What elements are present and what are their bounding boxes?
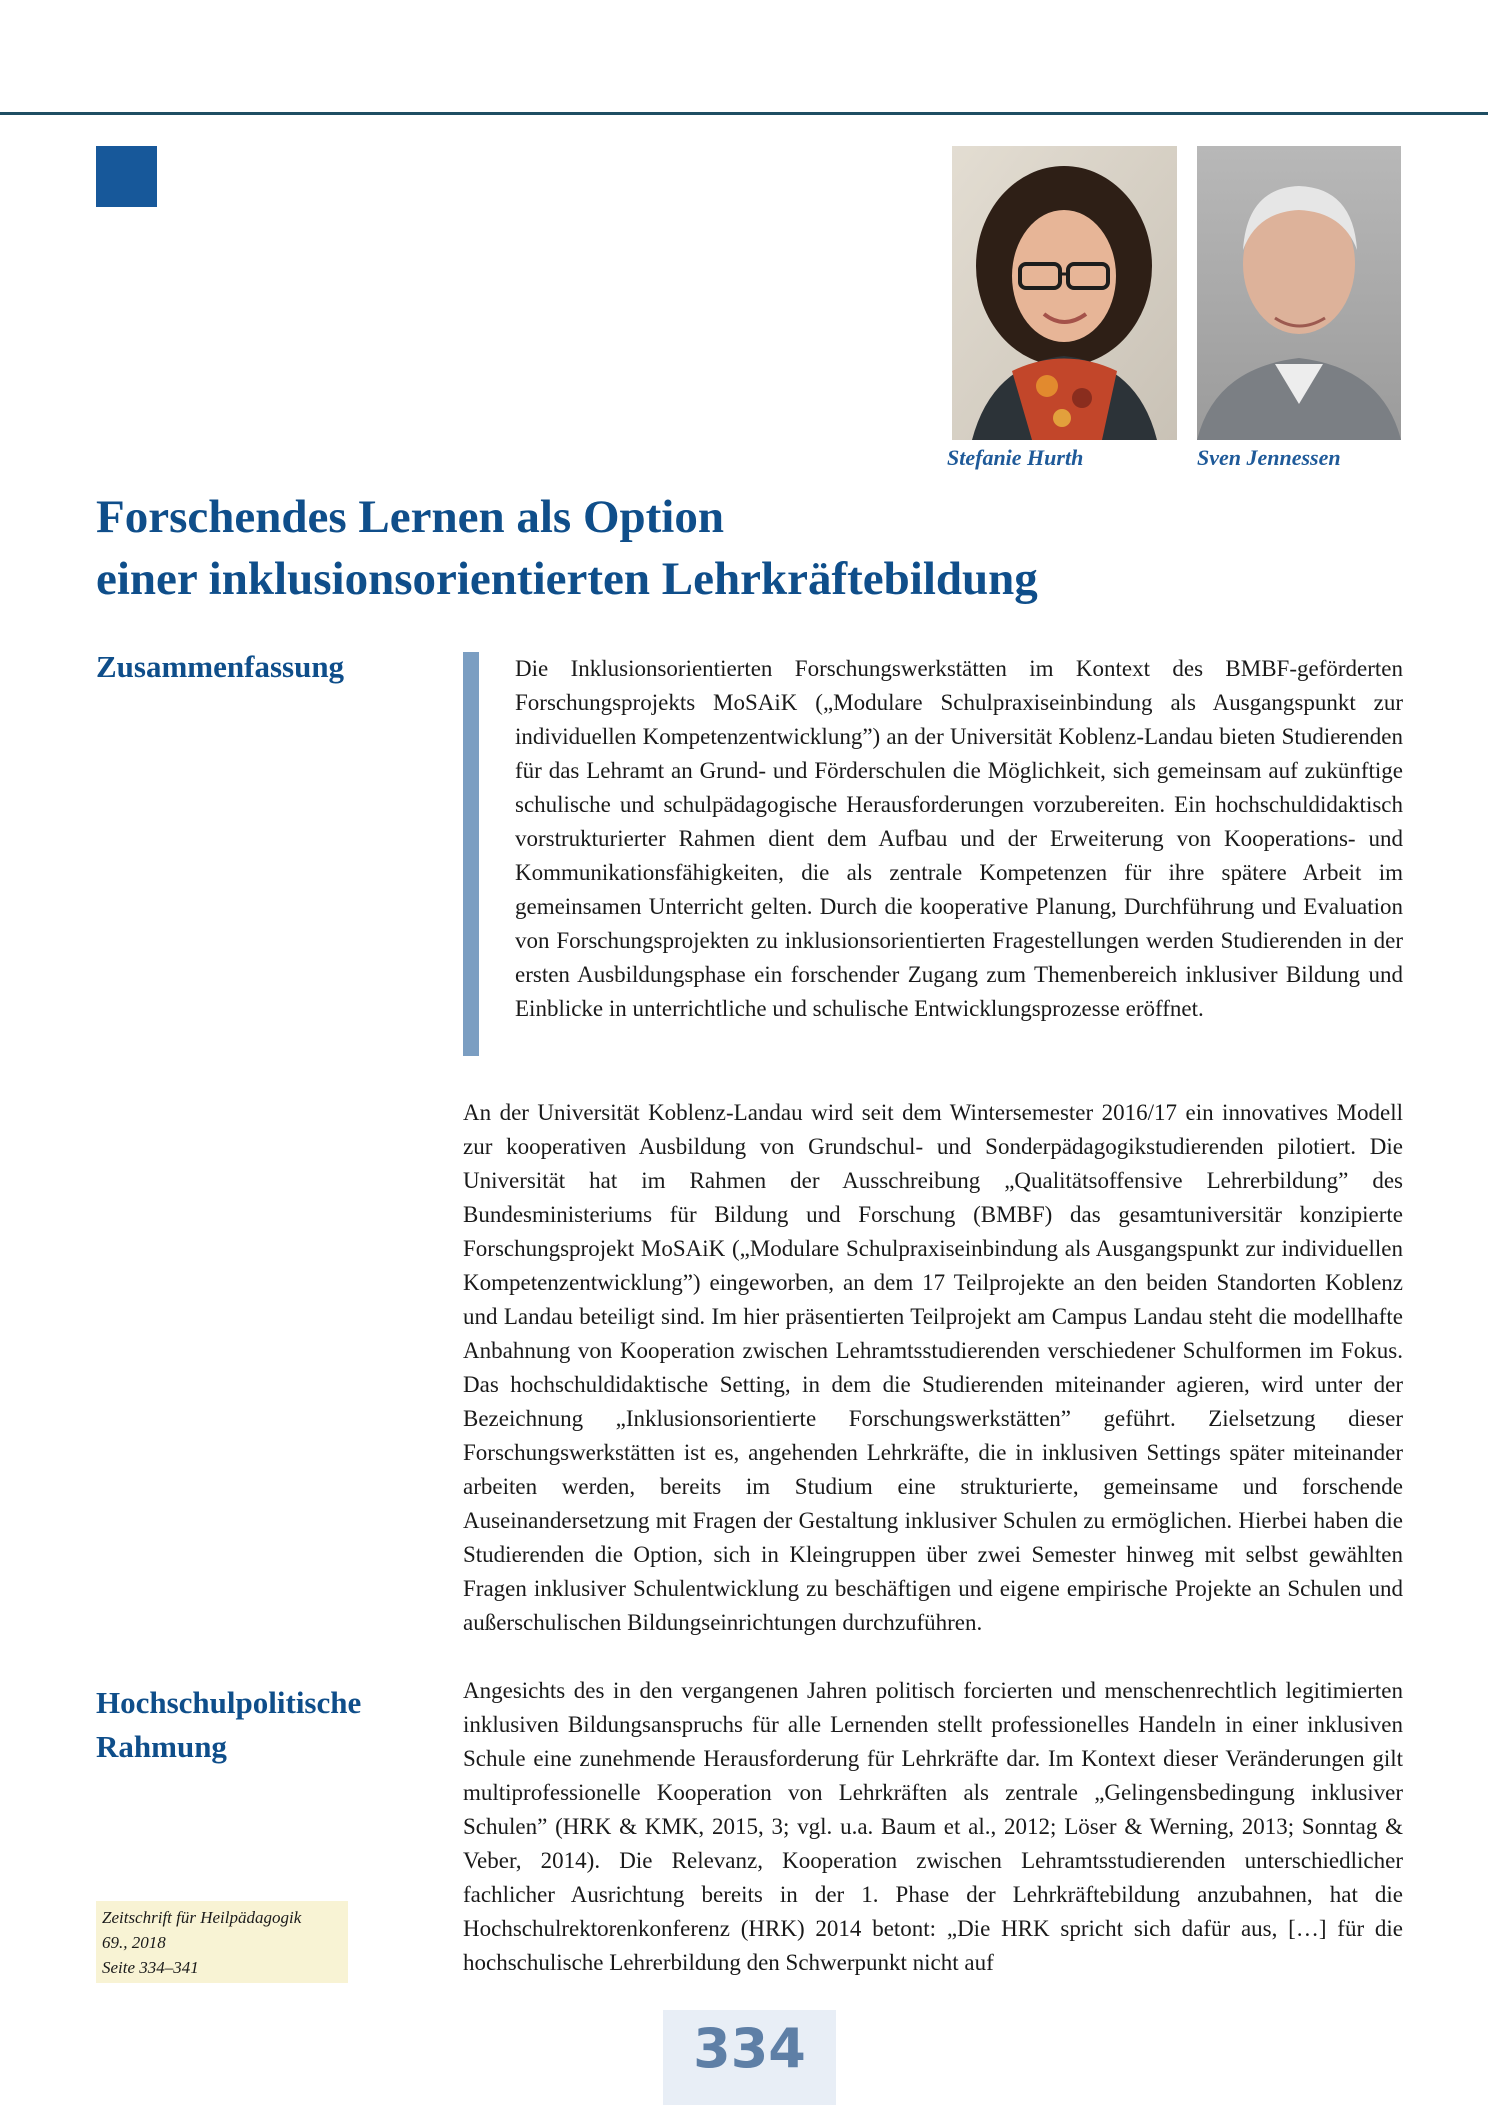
section-heading-summary: Zusammenfassung [96,649,345,684]
author-photo-hurth [952,146,1177,440]
abstract-text: Die Inklusionsorientierten Forschungswerkstätten im Kontext des BMBF-geförderten Forschungsprojekts MoSAiK („Modulare Schulpraxiseinbindung als Ausgangspunkt zur individuellen Kompetenzentwicklung”) an der Universität Koblenz-Landau bieten Studierenden für das Lehramt an Grund- und Förderschulen die Möglichkeit, sich gemeinsam auf zukünftige schulische und schulpädagogische Herausforderungen vorzubereiten. Ein hochschuldidaktisch vorstrukturierter Rahmen dient dem Aufbau und der Erweiterung von Kooperations- und Kommunikationsfähigkeiten, die als zentrale Kompetenzen für ihre spätere Arbeit im gemeinsamen Unterricht gelten. Durch die kooperative Planung, Durchführung und Evaluation von Forschungsprojekten zu inklusionsorientierten Fragestellungen werden Studierenden in der ersten Ausbildungsphase ein forschender Zugang zum Themenbereich inklusiver Bildung und Einblicke in unterrichtliche und schulische Entwicklungsprozesse eröffnet. [515,656,1403,1021]
journal-pages: Seite 334–341 [102,1958,199,1977]
title-line: einer inklusionsorientierten Lehrkräftebildung [96,553,1038,605]
author-photo-jennessen [1197,146,1401,440]
journal-name: Zeitschrift für Heilpädagogik [102,1908,302,1927]
page-number: 334 [663,2010,836,2105]
article-title [96,486,1196,610]
abstract-bar [463,652,479,1056]
heading-line: Hochschulpolitische [96,1685,362,1720]
portrait-image [1197,146,1401,440]
top-rule [0,112,1488,115]
body-paragraph: Angesichts des in den vergangenen Jahren politisch forcierten und menschenrechtlich legitimierten inklusiven Bildungsanspruchs für alle Lernenden stellt professionelles Handeln in einer inklusiven Schule eine zunehmende Herausforderung für Lehrkräfte dar. Im Kontext dieser Veränderungen gilt multiprofessionelle Kooperation von Lehrkräften als zentrale „Gelingensbedingung inklusiver Schulen” (HRK & KMK, 2015, 3; vgl. u.a. Baum et al., 2012; Löser & Werning, 2013; Sonntag & Veber, 2014). Die Relevanz, Kooperation zwischen Lehramtsstudierenden unterschiedlicher fachlicher Ausrichtung bereits in der 1. Phase der Lehrkräftebildung anzubahnen, hat die Hochschulrektorenkonferenz (HRK) 2014 betont: „Die HRK spricht sich dafür aus, […] für die hochschulische Lehrerbildung den Schwerpunkt nicht auf [463,1678,1403,1975]
author-caption: Stefanie Hurth [947,445,1084,470]
heading-line: Rahmung [96,1729,227,1764]
journal-info-box [96,1901,348,1983]
journal-volume: 69., 2018 [102,1933,166,1952]
body-paragraph: An der Universität Koblenz-Landau wird seit dem Wintersemester 2016/17 ein innovatives Modell zur kooperativen Ausbildung von Grundschul- und Sonderpädagogikstudierenden pilotiert. Die Universität hat im Rahmen der Ausschreibung „Qualitätsoffensive Lehrerbildung” des Bundesministeriums für Bildung und Forschung (BMBF) das gesamtuniversitär konzipierte Forschungsprojekt MoSAiK („Modulare Schulpraxiseinbindung als Ausgangspunkt zur individuellen Kompetenzentwicklung”) eingeworben, an dem 17 Teilprojekte an den beiden Standorten Koblenz und Landau beteiligt sind. Im hier präsentierten Teilprojekt am Campus Landau steht die modellhafte Anbahnung von Kooperation zwischen Lehramtsstudierenden verschiedener Schulformen im Fokus. Das hochschuldidaktische Setting, in dem die Studierenden miteinander agieren, wird unter der Bezeichnung „Inklusionsorientierte Forschungswerkstätten” geführt. Zielsetzung dieser Forschungswerkstätten ist es, angehenden Lehrkräfte, die in inklusiven Settings später miteinander arbeiten werden, bereits im Studium eine strukturierte, gemeinsame und forschende Auseinandersetzung mit Fragen der Gestaltung inklusiver Schulen zu ermöglichen. Hierbei haben die Studierenden die Option, sich in Kleingruppen über zwei Semester hinweg mit selbst gewählten Fragen inklusiver Schulentwicklung zu beschäftigen und eigene empirische Projekte an Schulen und außerschulischen Bildungseinrichtungen durchzuführen. [463,1100,1403,1635]
decorative-square [96,146,157,207]
portrait-image [952,146,1177,440]
author-caption: Sven Jennessen [1197,445,1341,470]
section-heading-policy [96,1681,361,1769]
title-line: Forschendes Lernen als Option [96,491,725,543]
